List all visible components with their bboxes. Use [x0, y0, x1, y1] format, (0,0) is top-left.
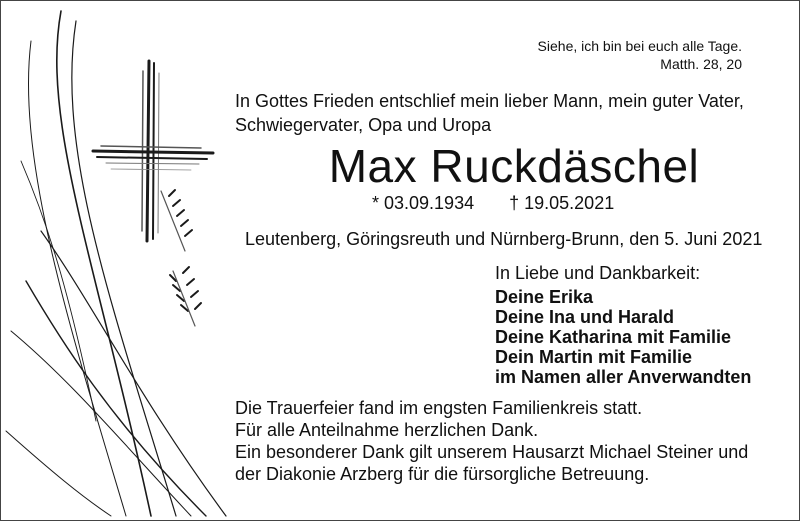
mourner-name: Dein Martin mit Familie — [495, 347, 693, 367]
closing-line: Für alle Anteilnahme herzlichen Dank. — [235, 420, 539, 440]
closing-line: Ein besonderer Dank gilt unserem Hausarzt Michael Steiner und — [235, 442, 749, 462]
mourners-list — [495, 287, 751, 387]
mourner-name: im Namen aller Anverwandten — [495, 367, 752, 387]
life-dates — [372, 191, 614, 215]
deceased-name: Max Ruckdäschel — [328, 140, 700, 192]
closing-line: Die Trauerfeier fand im engsten Familienkreis statt. — [235, 398, 643, 418]
closing-remarks — [235, 397, 748, 485]
death-date: † 19.05.2021 — [509, 193, 615, 213]
announcement-line-2: Schwiegervater, Opa und Uropa — [235, 115, 492, 135]
mourner-name: Deine Katharina mit Familie — [495, 327, 732, 347]
announcement-line-1: In Gottes Frieden entschlief mein lieber Mann, mein guter Vater, — [235, 91, 744, 111]
mourner-name: Deine Erika — [495, 287, 594, 307]
closing-line: der Diakonie Arzberg für die fürsorgliche Betreuung. — [235, 464, 650, 484]
announcement-text — [235, 89, 744, 137]
bible-verse — [538, 37, 742, 73]
mourner-name: Deine Ina und Harald — [495, 307, 675, 327]
birth-date: * 03.09.1934 — [372, 193, 475, 213]
verse-reference: Matth. 28, 20 — [660, 56, 742, 72]
verse-quote: Siehe, ich bin bei euch alle Tage. — [537, 38, 742, 54]
mourners-label: In Liebe und Dankbarkeit: — [495, 263, 701, 283]
cross-wheat-illustration — [1, 1, 271, 522]
place-and-date: Leutenberg, Göringsreuth und Nürnberg-Brunn, den 5. Juni 2021 — [245, 229, 763, 249]
